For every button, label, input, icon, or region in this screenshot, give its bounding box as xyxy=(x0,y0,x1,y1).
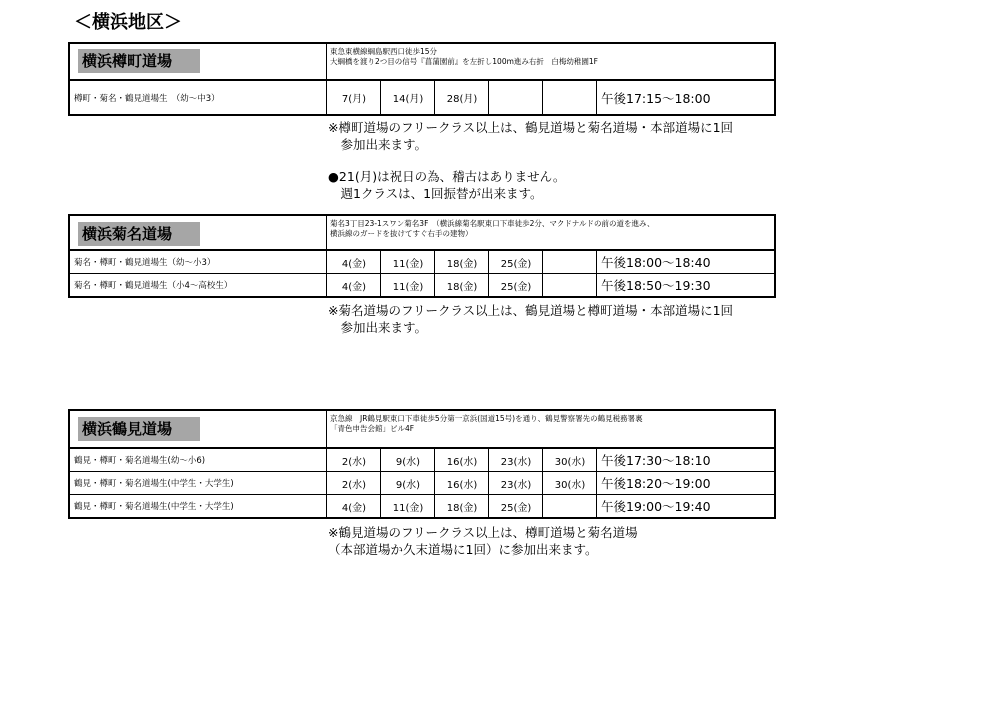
schedule-row xyxy=(70,471,774,494)
page-title: ＜横浜地区＞ xyxy=(74,12,182,33)
date-cell: 2(水) xyxy=(326,449,381,471)
date-cell: 9(水) xyxy=(380,472,435,494)
date-cell xyxy=(542,274,597,296)
dojo-name: 横浜樽町道場 xyxy=(78,49,200,73)
date-cell: 30(水) xyxy=(542,449,597,471)
dojo-address: 菊名3丁目23-1スワン菊名3F （横浜線菊名駅東口下車徒歩2分、マクドナルドの前の道を進み、 横浜線のガードを抜けてすぐ右手の建物） xyxy=(326,216,774,249)
time-cell: 午後17:15～18:00 xyxy=(596,81,774,114)
time-cell: 午後19:00～19:40 xyxy=(596,495,774,517)
dojo-note: ※樽町道場のフリークラス以上は、鶴見道場と菊名道場・本部道場に1回 参加出来ます。 xyxy=(328,120,734,152)
date-cell: 11(金) xyxy=(380,274,435,296)
dojo-name: 横浜菊名道場 xyxy=(78,222,200,246)
time-cell: 午後17:30～18:10 xyxy=(596,449,774,471)
dojo-note: ※鶴見道場のフリークラス以上は、樽町道場と菊名道場 （本部道場か久末道場に1回）に参加出来ます。 xyxy=(328,525,638,557)
date-cell: 28(月) xyxy=(434,81,489,114)
date-cell: 25(金) xyxy=(488,495,543,517)
date-cell: 18(金) xyxy=(434,495,489,517)
class-label: 菊名・樽町・鶴見道場生（小4～高校生） xyxy=(74,281,233,291)
date-cell: 11(金) xyxy=(380,251,435,273)
date-cell: 4(金) xyxy=(326,495,381,517)
class-label: 鶴見・樽町・菊名道場生(中学生・大学生) xyxy=(74,479,234,489)
date-cell: 7(月) xyxy=(326,81,381,114)
date-cell: 18(金) xyxy=(434,274,489,296)
dojo-note: ※菊名道場のフリークラス以上は、鶴見道場と樽町道場・本部道場に1回 参加出来ます。 xyxy=(328,303,734,335)
date-cell: 9(水) xyxy=(380,449,435,471)
time-cell: 午後18:00～18:40 xyxy=(596,251,774,273)
dojo-block-tsurumi xyxy=(68,409,776,519)
date-cell: 18(金) xyxy=(434,251,489,273)
date-cell: 25(金) xyxy=(488,274,543,296)
holiday-notice: ●21(月)は祝日の為、稽古はありません。 週1クラスは、1回振替が出来ます。 xyxy=(328,169,566,201)
class-label: 菊名・樽町・鶴見道場生（幼～小3） xyxy=(74,258,216,268)
dojo-address: 東急東横線綱島駅西口徒歩15分 大綱橋を渡り2つ目の信号『菖蒲園前』を左折し100m進み右折 白梅幼稚園1F xyxy=(326,44,774,79)
date-cell: 25(金) xyxy=(488,251,543,273)
class-label: 鶴見・樽町・菊名道場生(中学生・大学生) xyxy=(74,502,234,512)
class-label: 樽町・菊名・鶴見道場生 （幼～中3） xyxy=(74,93,220,104)
dojo-address: 京急線 JR鶴見駅東口下車徒歩5分第一京浜(国道15号)を通り、鶴見警察署先の鶴見税務署裏 「青色申告会館」ビル4F xyxy=(326,411,774,447)
date-cell: 14(月) xyxy=(380,81,435,114)
schedule-row xyxy=(70,80,774,114)
dojo-name: 横浜鶴見道場 xyxy=(78,417,200,441)
schedule-row xyxy=(70,494,774,517)
date-cell: 16(水) xyxy=(434,449,489,471)
class-label: 鶴見・樽町・菊名道場生(幼～小6) xyxy=(74,456,206,466)
dojo-block-kikuna xyxy=(68,214,776,298)
schedule-row xyxy=(70,448,774,471)
date-cell xyxy=(542,251,597,273)
time-cell: 午後18:50～19:30 xyxy=(596,274,774,296)
date-cell: 30(水) xyxy=(542,472,597,494)
date-cell: 2(水) xyxy=(326,472,381,494)
date-cell: 4(金) xyxy=(326,274,381,296)
date-cell: 23(水) xyxy=(488,449,543,471)
date-cell xyxy=(542,81,597,114)
date-cell xyxy=(542,495,597,517)
date-cell: 11(金) xyxy=(380,495,435,517)
date-cell: 4(金) xyxy=(326,251,381,273)
date-cell: 16(水) xyxy=(434,472,489,494)
date-cell xyxy=(488,81,543,114)
schedule-row xyxy=(70,273,774,296)
schedule-row xyxy=(70,250,774,273)
dojo-block-tarumachi xyxy=(68,42,776,116)
time-cell: 午後18:20～19:00 xyxy=(596,472,774,494)
date-cell: 23(水) xyxy=(488,472,543,494)
